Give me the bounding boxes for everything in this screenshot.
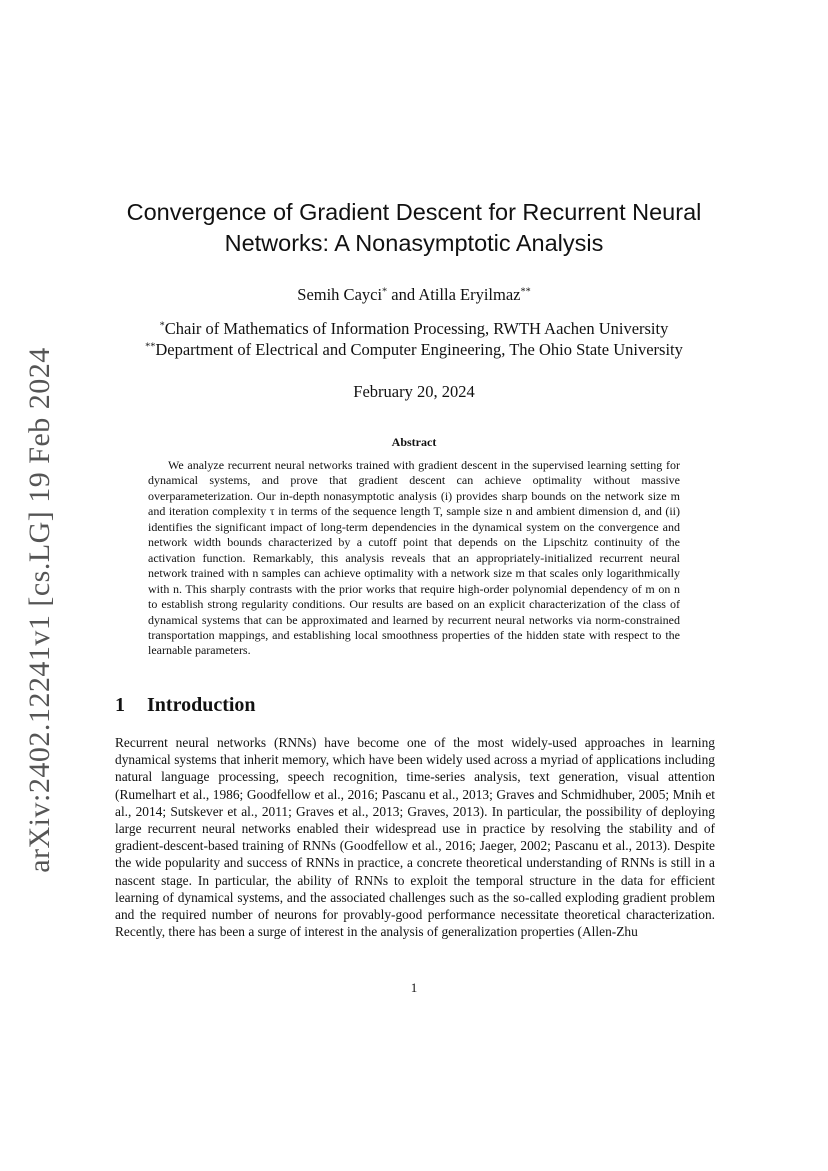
affiliation-mark: ** xyxy=(145,341,156,353)
author-name: Atilla Eryilmaz xyxy=(418,285,521,304)
section-heading xyxy=(115,694,256,717)
affiliations xyxy=(110,318,718,360)
abstract-heading: Abstract xyxy=(391,435,437,449)
arxiv-identifier-text: arXiv:2402.12241v1 [cs.LG] 19 Feb 2024 xyxy=(23,347,57,873)
paper-title: Convergence of Gradient Descent for Recurrent Neural Networks: A Nonasymptotic Analysis xyxy=(126,199,702,256)
abstract-text: We analyze recurrent neural networks trained with gradient descent in the supervised learning setting for dynamical systems, and prove that gradient descent can achieve optimality without massive overparameterization. Our in-depth nonasymptotic analysis (i) provides sharp bounds on the network size m and iteration complexity τ in terms of the sequence length T, sample size n and ambient dimension d, and (ii) identifies the significant impact of long-term dependencies in the dynamical system on the convergence and network width bounds characterized by a cutoff point that depends on the Lipschitz continuity of the activation function. Remarkably, this analysis reveals that an appropriately-initialized recurrent neural network trained with n samples can achieve optimality with a network size m that scales only logarithmically with n. This sharply contrasts with the prior works that require high-order polynomial dependency of m on n to establish strong regularity conditions. Our results are based on an explicit characterization of the class of dynamical systems that can be approximated and learned by recurrent neural networks via norm-constrained transportation mappings, and establishing local smoothness properties of the hidden state with respect to the learnable parameters. xyxy=(148,458,680,658)
page-number: 1 xyxy=(410,980,418,995)
affiliation-line xyxy=(110,318,718,339)
author-line xyxy=(110,285,718,305)
author-affiliation-mark: ** xyxy=(520,286,531,298)
arxiv-identifier-stamp xyxy=(20,347,60,873)
author-affiliation-mark: * xyxy=(382,286,388,298)
section-title: Introduction xyxy=(147,694,256,716)
publication-date: February 20, 2024 xyxy=(353,382,475,401)
section-number: 1 xyxy=(115,694,125,716)
affiliation-line xyxy=(110,339,718,360)
affiliation-text: Chair of Mathematics of Information Processing, RWTH Aachen University xyxy=(164,319,669,338)
affiliation-mark: * xyxy=(159,320,165,332)
affiliation-text: Department of Electrical and Computer Engineering, The Ohio State University xyxy=(155,340,683,359)
author-name: Semih Cayci xyxy=(297,285,383,304)
author-separator: and xyxy=(387,285,419,304)
introduction-paragraph: Recurrent neural networks (RNNs) have become one of the most widely-used approaches in learning dynamical systems that inherit memory, which have been widely used across a myriad of applications including natural language processing, speech recognition, time-series analysis, text generation, visual attention (Rumelhart et al., 1986; Goodfellow et al., 2016; Pascanu et al., 2013; Graves and Schmidhuber, 2005; Mnih et al., 2014; Sutskever et al., 2011; Graves et al., 2013; Graves, 2013). In particular, the possibility of deploying large recurrent neural networks enabled their widespread use in practice by resolving the stability and of gradient-descent-based training of RNNs (Goodfellow et al., 2016; Jaeger, 2002; Pascanu et al., 2013). Despite the wide popularity and success of RNNs in practice, a concrete theoretical understanding of RNNs is still in a nascent stage. In particular, the ability of RNNs to exploit the temporal structure in the data for efficient learning of dynamical systems, and the associated challenges such as the so-called exploding gradient problem and the required number of neurons for provably-good performance necessitate theoretical characterization. Recently, there has been a surge of interest in the analysis of generalization properties (Allen-Zhu xyxy=(115,735,715,940)
